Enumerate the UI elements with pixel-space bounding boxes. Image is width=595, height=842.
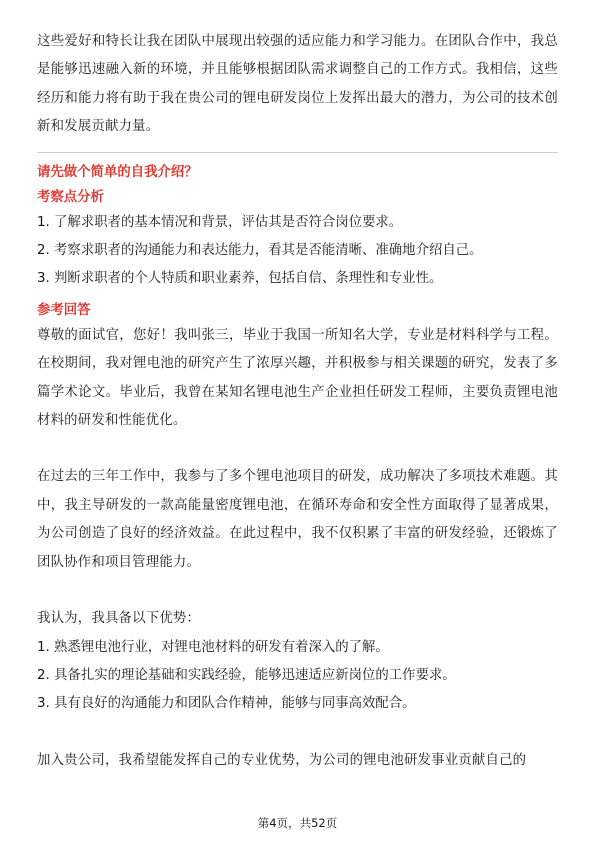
spacer	[37, 577, 558, 605]
answer-heading: 参考回答	[37, 302, 91, 318]
analysis-item: 2. 考察求职者的沟通能力和表达能力，看其是否能清晰、准确地介绍自己。	[37, 243, 483, 259]
strength-item: 1. 熟悉锂电池行业，对锂电池材料的研发有着深入的了解。	[37, 639, 389, 655]
document-page	[37, 28, 558, 775]
analysis-item: 1. 了解求职者的基本情况和背景，评估其是否符合岗位要求。	[37, 214, 403, 230]
analysis-heading: 考察点分析	[37, 189, 104, 205]
answer-paragraph-2: 在过去的三年工作中，我参与了多个锂电池项目的研发，成功解决了多项技术难题。其中，我主导研发的一款高能量密度锂电池，在循环寿命和安全性方面取得了显著成果，为公司创造了良好的经济效益。在此过程中，我不仅积累了丰富的研发经验，还锻炼了团队协作和项目管理能力。	[37, 469, 558, 570]
spacer	[37, 719, 558, 747]
question-heading: 请先做个简单的自我介绍？	[37, 164, 198, 180]
strength-item: 2. 具备扎实的理论基础和实践经验，能够迅速适应新岗位的工作要求。	[37, 667, 456, 683]
strengths-list	[37, 634, 558, 719]
strength-item: 3. 具有良好的沟通能力和团队合作精神，能够与同事高效配合。	[37, 696, 416, 712]
answer-paragraph-1: 尊敬的面试官，您好！我叫张三，毕业于我国一所知名大学，专业是材料科学与工程。在校期间，我对锂电池的研究产生了浓厚兴趣，并积极参与相关课题的研究，发表了多篇学术论文。毕业后，我曾在某知名锂电池生产企业担任研发工程师，主要负责锂电池材料的研发和性能优化。	[37, 327, 558, 429]
intro-paragraph: 这些爱好和特长让我在团队中展现出较强的适应能力和学习能力。在团队合作中，我总是能够迅速融入新的环境，并且能够根据团队需求调整自己的工作方式。我相信，这些经历和能力将有助于我在贵公司的锂电研发岗位上发挥出最大的潜力，为公司的技术创新和发展贡献力量。	[37, 34, 558, 135]
spacer	[37, 435, 558, 463]
analysis-list	[37, 209, 558, 294]
section-divider	[37, 152, 558, 153]
analysis-item: 3. 判断求职者的个人特质和职业素养，包括自信、条理性和专业性。	[37, 271, 443, 287]
page-number-footer: 第4页，共52页	[257, 816, 338, 830]
closing-paragraph: 加入贵公司，我希望能发挥自己的专业优势，为公司的锂电池研发事业贡献自己的	[37, 752, 527, 768]
strengths-intro: 我认为，我具备以下优势：	[37, 611, 201, 627]
